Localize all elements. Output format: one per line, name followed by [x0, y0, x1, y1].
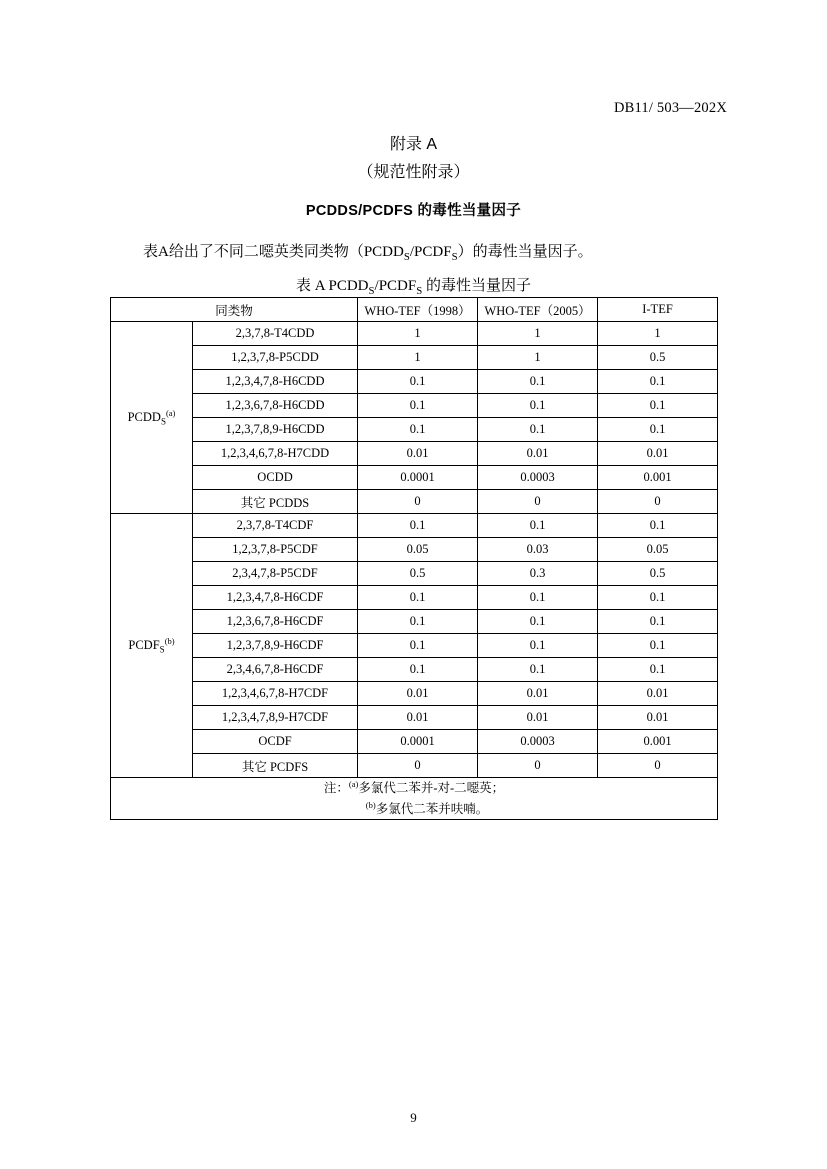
value-i-tef: 0.01	[598, 706, 718, 730]
table-row	[111, 514, 718, 538]
table-row	[111, 610, 718, 634]
group-label-pcdfs	[111, 514, 193, 778]
value-who-2005: 0.01	[478, 682, 598, 706]
table-caption	[0, 274, 827, 297]
group-label-pcdfs-note-marker: (b)	[164, 636, 175, 647]
group-label-pcdfs-prefix: PCDF	[128, 638, 160, 653]
note-text-a: 多氯代二苯并-对-二噁英；	[358, 781, 505, 796]
value-i-tef: 0.001	[598, 730, 718, 754]
value-who-1998: 0.1	[358, 370, 478, 394]
value-who-1998: 0.01	[358, 682, 478, 706]
annex-subtitle: （规范性附录）	[357, 164, 470, 181]
table-row	[111, 754, 718, 778]
value-who-1998: 0.1	[358, 634, 478, 658]
intro-text-mid: /PCDF	[409, 244, 452, 260]
note-marker-b: (b)	[365, 799, 376, 810]
value-who-1998: 0.01	[358, 706, 478, 730]
intro-text-suffix: ）的毒性当量因子。	[457, 244, 593, 260]
congener-name: 1,2,3,7,8,9-H6CDF	[193, 634, 358, 658]
header-who-tef-2005: WHO-TEF（2005）	[478, 298, 598, 322]
table-row	[111, 490, 718, 514]
value-who-1998: 1	[358, 346, 478, 370]
notes-label: 注：	[323, 781, 349, 796]
table-row	[111, 658, 718, 682]
congener-name: 2,3,4,6,7,8-H6CDF	[193, 658, 358, 682]
table-notes	[111, 778, 718, 820]
table-caption-mid: /PCDF	[374, 278, 417, 294]
value-who-1998: 1	[358, 322, 478, 346]
value-who-1998: 0.01	[358, 442, 478, 466]
group-label-pcdds	[111, 322, 193, 514]
value-who-1998: 0	[358, 754, 478, 778]
value-who-1998: 0.1	[358, 418, 478, 442]
value-i-tef: 0	[598, 754, 718, 778]
congener-name: 1,2,3,7,8,9-H6CDD	[193, 418, 358, 442]
value-who-2005: 0.1	[478, 658, 598, 682]
table-caption-sub-1: S	[368, 285, 375, 297]
group-label-pcdfs-sub: S	[159, 644, 165, 655]
value-i-tef: 0.05	[598, 538, 718, 562]
group-label-pcdds-sub: S	[160, 416, 166, 427]
value-who-1998: 0.0001	[358, 730, 478, 754]
value-who-2005: 0.1	[478, 634, 598, 658]
congener-name: OCDF	[193, 730, 358, 754]
table-notes-row	[111, 778, 718, 820]
table-caption-prefix: 表 A PCDD	[295, 278, 369, 294]
value-who-1998: 0.05	[358, 538, 478, 562]
congener-name: 2,3,4,7,8-P5CDF	[193, 562, 358, 586]
value-who-1998: 0.5	[358, 562, 478, 586]
value-who-1998: 0.0001	[358, 466, 478, 490]
value-who-1998: 0	[358, 490, 478, 514]
table-caption-suffix: 的毒性当量因子	[422, 278, 532, 294]
congener-name: 1,2,3,7,8-P5CDD	[193, 346, 358, 370]
congener-name: 2,3,7,8-T4CDF	[193, 514, 358, 538]
value-i-tef: 1	[598, 322, 718, 346]
value-who-2005: 0.3	[478, 562, 598, 586]
table-row	[111, 418, 718, 442]
group-label-pcdds-note-marker: (a)	[165, 408, 176, 419]
congener-name: 1,2,3,4,6,7,8-H7CDD	[193, 442, 358, 466]
table-row	[111, 466, 718, 490]
value-who-2005: 0.0003	[478, 466, 598, 490]
value-who-2005: 0.03	[478, 538, 598, 562]
header-who-tef-1998: WHO-TEF（1998）	[358, 298, 478, 322]
note-marker-a: (a)	[348, 779, 359, 789]
table-row	[111, 682, 718, 706]
value-who-2005: 0.1	[478, 370, 598, 394]
tef-table	[110, 297, 718, 820]
congener-name: 1,2,3,4,7,8-H6CDF	[193, 586, 358, 610]
congener-name: 1,2,3,6,7,8-H6CDF	[193, 610, 358, 634]
table-row	[111, 586, 718, 610]
value-i-tef: 0	[598, 490, 718, 514]
table-row	[111, 538, 718, 562]
value-who-1998: 0.1	[358, 514, 478, 538]
value-who-1998: 0.1	[358, 658, 478, 682]
value-who-1998: 0.1	[358, 586, 478, 610]
congener-name: OCDD	[193, 466, 358, 490]
annex-title: 附录 A	[389, 136, 438, 153]
value-i-tef: 0.1	[598, 586, 718, 610]
table-row	[111, 322, 718, 346]
table-row	[111, 346, 718, 370]
congener-name: 1,2,3,7,8-P5CDF	[193, 538, 358, 562]
value-i-tef: 0.01	[598, 682, 718, 706]
value-i-tef: 0.1	[598, 658, 718, 682]
value-who-1998: 0.1	[358, 394, 478, 418]
value-i-tef: 0.1	[598, 370, 718, 394]
value-who-2005: 0.1	[478, 514, 598, 538]
page-number: 9	[410, 1110, 417, 1125]
intro-text-prefix: 表A给出了不同二噁英类同类物（PCDD	[143, 244, 404, 260]
annex-heading: PCDDS/PCDFS 的毒性当量因子	[305, 203, 522, 219]
value-i-tef: 0.001	[598, 466, 718, 490]
value-i-tef: 0.01	[598, 442, 718, 466]
value-who-2005: 0.1	[478, 418, 598, 442]
value-who-2005: 0	[478, 490, 598, 514]
congener-name: 2,3,7,8-T4CDD	[193, 322, 358, 346]
group-label-pcdds-prefix: PCDD	[127, 410, 161, 425]
note-text-b: 多氯代二苯并呋喃。	[375, 801, 489, 816]
value-i-tef: 0.1	[598, 394, 718, 418]
intro-paragraph	[143, 241, 743, 265]
value-who-2005: 0.01	[478, 706, 598, 730]
value-who-2005: 0.0003	[478, 730, 598, 754]
value-who-2005: 0.01	[478, 442, 598, 466]
value-who-2005: 1	[478, 322, 598, 346]
congener-name: 其它 PCDFS	[193, 754, 358, 778]
table-caption-sub-2: S	[416, 285, 423, 297]
congener-name: 1,2,3,4,7,8-H6CDD	[193, 370, 358, 394]
table-row	[111, 370, 718, 394]
value-i-tef: 0.5	[598, 346, 718, 370]
table-row	[111, 730, 718, 754]
table-row	[111, 562, 718, 586]
page-header-standard-code: DB11/ 503—202X	[613, 100, 727, 116]
value-i-tef: 0.1	[598, 418, 718, 442]
value-who-2005: 0.1	[478, 394, 598, 418]
note-line-b	[113, 799, 715, 820]
value-i-tef: 0.5	[598, 562, 718, 586]
value-who-2005: 0	[478, 754, 598, 778]
header-congener: 同类物	[111, 298, 358, 322]
congener-name: 1,2,3,4,7,8,9-H7CDF	[193, 706, 358, 730]
header-i-tef: I-TEF	[598, 298, 718, 322]
value-who-2005: 0.1	[478, 586, 598, 610]
value-i-tef: 0.1	[598, 610, 718, 634]
value-who-1998: 0.1	[358, 610, 478, 634]
table-row	[111, 442, 718, 466]
note-line-a	[113, 778, 715, 799]
intro-sub-2: S	[451, 251, 458, 263]
intro-sub-1: S	[403, 251, 410, 263]
congener-name: 1,2,3,4,6,7,8-H7CDF	[193, 682, 358, 706]
table-row	[111, 394, 718, 418]
table-row	[111, 706, 718, 730]
value-i-tef: 0.1	[598, 634, 718, 658]
value-who-2005: 1	[478, 346, 598, 370]
value-i-tef: 0.1	[598, 514, 718, 538]
table-header-row	[111, 298, 718, 322]
congener-name: 1,2,3,6,7,8-H6CDD	[193, 394, 358, 418]
congener-name: 其它 PCDDS	[193, 490, 358, 514]
value-who-2005: 0.1	[478, 610, 598, 634]
table-row	[111, 634, 718, 658]
